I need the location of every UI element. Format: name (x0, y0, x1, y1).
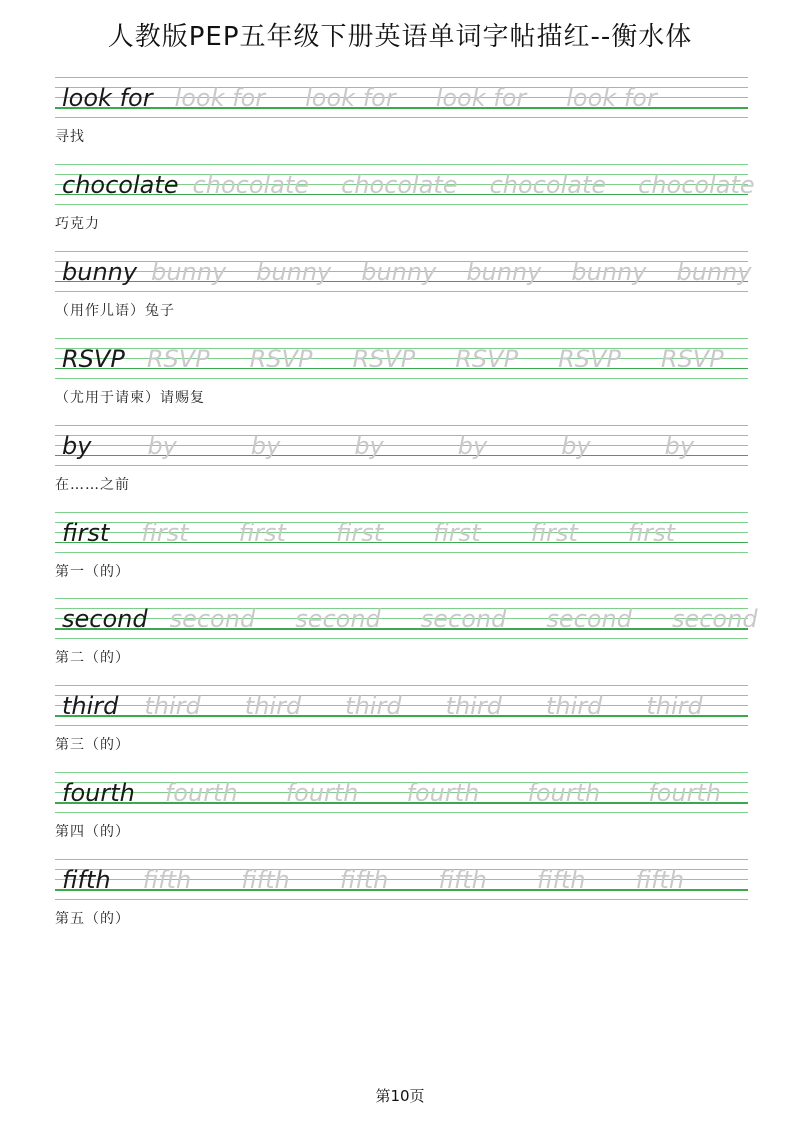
trace-word: third (244, 692, 302, 721)
guide-line (55, 291, 748, 292)
trace-word: look for (566, 84, 657, 112)
trace-word: fifth (635, 866, 685, 895)
trace-word: RSVP (146, 344, 210, 373)
trace-word: chocolate (489, 170, 607, 199)
model-word: fourth (62, 779, 135, 808)
model-word: second (62, 605, 148, 634)
model-word: first (62, 518, 110, 547)
trace-word: look for (305, 84, 396, 112)
guide-line (55, 204, 748, 205)
trace-word: fourth (285, 779, 359, 808)
word-row (62, 79, 748, 113)
trace-word: second (671, 605, 758, 634)
trace-word: first (530, 518, 578, 547)
word-row (62, 166, 755, 200)
guide-line (55, 465, 748, 466)
trace-word: chocolate (638, 170, 755, 199)
model-word: fifth (62, 866, 111, 895)
trace-word: fifth (142, 866, 192, 895)
trace-word: by (664, 431, 695, 460)
word-entry (0, 164, 800, 250)
model-word: third (62, 692, 119, 721)
guide-line (55, 859, 748, 860)
trace-word: first (627, 518, 676, 547)
page-number: 第10页 (375, 1087, 425, 1105)
trace-word: bunny (571, 257, 647, 286)
trace-word: third (345, 692, 402, 721)
chinese-translation: 寻找 (55, 129, 85, 145)
trace-word: RSVP (352, 344, 416, 373)
guide-line (55, 378, 748, 379)
trace-word: RSVP (455, 344, 519, 373)
model-word: chocolate (62, 170, 179, 199)
trace-word: look for (435, 84, 527, 112)
chinese-translation: （用作儿语）兔子 (55, 302, 175, 319)
trace-word: fourth (527, 779, 601, 808)
trace-word: bunny (466, 257, 542, 286)
guide-line (55, 164, 748, 165)
guide-line (55, 425, 748, 426)
trace-word: fifth (438, 866, 487, 895)
word-row (62, 600, 758, 634)
trace-word: fourth (648, 779, 722, 808)
word-entry (0, 598, 800, 684)
trace-word: fifth (241, 866, 290, 895)
guide-line (55, 772, 748, 773)
trace-word: fifth (536, 866, 586, 895)
guide-line (55, 598, 748, 599)
trace-word: second (420, 605, 507, 634)
word-entry (0, 685, 800, 771)
trace-word: by (457, 431, 488, 460)
trace-word: by (147, 431, 177, 460)
word-entry (0, 859, 800, 945)
trace-word: bunny (151, 257, 227, 286)
trace-word: by (354, 431, 384, 460)
chinese-translation: 在……之前 (55, 476, 130, 493)
guide-line (55, 685, 748, 686)
trace-word: third (445, 692, 502, 721)
trace-word: fourth (164, 779, 238, 808)
word-entry (0, 512, 800, 598)
model-word: by (62, 431, 92, 460)
guide-line (55, 725, 748, 726)
guide-line (55, 812, 748, 813)
guide-line (55, 552, 748, 553)
trace-word: RSVP (660, 344, 724, 373)
word-row (62, 774, 748, 808)
guide-line (55, 899, 748, 900)
trace-word: RSVP (558, 344, 621, 373)
guide-line (55, 338, 748, 339)
trace-word: bunny (361, 257, 437, 286)
page-title: 人教版PEP五年级下册英语单词字帖描红--衡水体 (107, 22, 693, 52)
trace-word: second (546, 605, 632, 634)
trace-word: bunny (676, 257, 752, 286)
guide-line (55, 638, 748, 639)
trace-word: second (169, 605, 256, 634)
word-entry (0, 251, 800, 337)
model-word: RSVP (62, 344, 125, 373)
trace-word: fifth (339, 866, 389, 895)
word-entry (0, 772, 800, 858)
guide-line (55, 77, 748, 78)
trace-word: look for (174, 84, 266, 112)
trace-word: first (141, 518, 189, 547)
word-entry (0, 338, 800, 424)
guide-line (55, 512, 748, 513)
word-entry (0, 77, 800, 163)
guide-line (55, 251, 748, 252)
word-row (62, 514, 748, 548)
chinese-translation: （尤用于请柬）请赐复 (55, 389, 205, 406)
guide-line (55, 117, 748, 118)
chinese-translation: 巧克力 (55, 215, 100, 232)
trace-word: second (295, 605, 381, 634)
chinese-translation: 第一（的） (55, 563, 130, 580)
trace-word: by (250, 431, 281, 460)
word-entry (0, 425, 800, 511)
trace-word: third (545, 692, 603, 721)
trace-word: bunny (256, 257, 332, 286)
trace-word: RSVP (249, 344, 313, 373)
word-row (62, 687, 748, 721)
trace-word: third (144, 692, 201, 721)
trace-word: by (561, 431, 591, 460)
word-row (62, 253, 752, 287)
chinese-translation: 第二（的） (55, 650, 130, 667)
word-row (62, 427, 748, 461)
trace-word: fourth (406, 779, 480, 808)
model-word: look for (62, 84, 153, 112)
trace-word: chocolate (192, 170, 310, 199)
chinese-translation: 第三（的） (55, 737, 130, 754)
model-word: bunny (62, 257, 138, 286)
word-row (62, 340, 748, 374)
trace-word: first (238, 518, 286, 547)
chinese-translation: 第五（的） (55, 911, 130, 928)
trace-word: chocolate (341, 170, 458, 199)
chinese-translation: 第四（的） (55, 824, 130, 841)
trace-word: first (335, 518, 384, 547)
trace-word: first (433, 518, 481, 547)
word-row (62, 861, 748, 895)
trace-word: third (646, 692, 703, 721)
